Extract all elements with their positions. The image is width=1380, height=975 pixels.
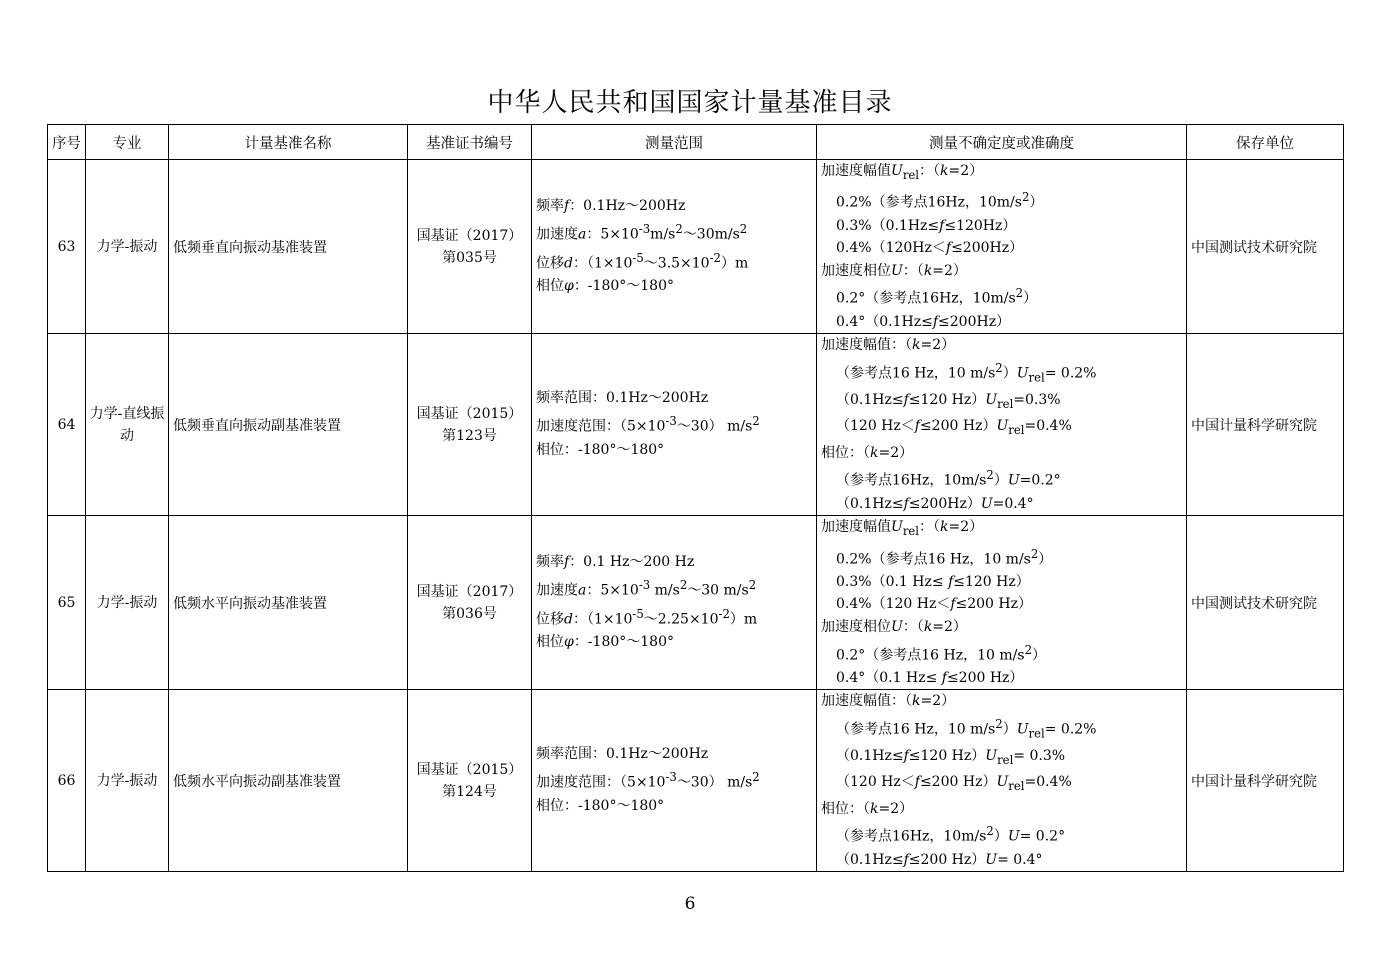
cert-line: 第124号 xyxy=(442,783,497,800)
header-cell-uncertainty: 测量不确定度或准确度 xyxy=(817,125,1187,160)
page-title: 中华人民共和国国家计量基准目录 xyxy=(487,88,893,118)
cert-line: 国基证（2015） xyxy=(416,761,523,778)
range-line: 频率范围：0.1Hz～200Hz xyxy=(536,746,709,763)
uncertainty-line: 加速度相位U：（k=2） xyxy=(821,262,967,279)
uncertainty-line: 0.4°（0.1Hz≤f≤200Hz） xyxy=(836,313,1011,330)
cell-field: 力学-振动 xyxy=(86,516,169,690)
uncertainty-line: 加速度幅值：（k=2） xyxy=(821,337,956,354)
range-line: 加速度a：$5\times 10^{-3}m/s^2\sim 30m/s^2$ xyxy=(536,221,748,243)
header-cell-range: 测量范围 xyxy=(532,125,817,160)
range-line: 位移d：$(1\times 10^{-5}\sim 2.25\times 10^{-2})m$ xyxy=(536,606,758,628)
cell-name: 低频垂直向振动基准装置 xyxy=(169,160,408,334)
range-line: 加速度范围：$(5\times 10^{-3}\sim 30)$ $m/s^2$ xyxy=(536,770,760,792)
uncertainty-line: 相位：（k=2） xyxy=(821,800,914,817)
uncertainty-line: 0.4%（120 Hz＜f≤200 Hz） xyxy=(836,596,1033,613)
uncertainty-line: （120 Hz＜f≤200 $Hz)U_{rel}=0.4\%$ xyxy=(836,418,1072,438)
uncertainty-line: 加速度幅值$U_{rel}$：（k=2） xyxy=(821,163,984,182)
cert-line: 第036号 xyxy=(442,605,497,622)
table-row xyxy=(48,690,1344,872)
uncertainty-line: 0.2%（参考点16Hz，$10m/s^2$） xyxy=(836,190,1044,212)
uncertainty-line: （120 Hz＜f≤200 $Hz)U_{rel}=0.4\%$ xyxy=(836,774,1072,794)
page-number: 6 xyxy=(684,894,696,914)
uncertainty-line: （0.1Hz≤f≤200Hz）U=0.4° xyxy=(836,495,1034,512)
cert-line: 国基证（2015） xyxy=(416,405,523,422)
cert-line: 第123号 xyxy=(442,427,497,444)
header-cell-field: 专业 xyxy=(86,125,169,160)
range-line: 频率范围：0.1Hz～200Hz xyxy=(536,390,709,407)
range-line: 相位：-180°～180° xyxy=(536,798,665,815)
cell-unit: 中国测试技术研究院 xyxy=(1187,160,1344,334)
cert-line: 国基证（2017） xyxy=(416,227,523,244)
uncertainty-line: 加速度幅值：（k=2） xyxy=(821,693,956,710)
uncertainty-line: 0.2°（参考点16 Hz，10 $m/s^2$） xyxy=(836,642,1046,664)
cell-range xyxy=(532,690,817,872)
cell-unit: 中国计量科学研究院 xyxy=(1187,690,1344,872)
table-row xyxy=(48,334,1344,516)
cell-cert xyxy=(408,334,532,516)
cell-uncertainty xyxy=(817,516,1187,690)
cell-name: 低频水平向振动基准装置 xyxy=(169,516,408,690)
uncertainty-line: （参考点16Hz，$10m/s^2)U=0.2^\circ$ xyxy=(836,468,1061,489)
uncertainty-line: 0.3%（0.1 Hz≤ f≤120 Hz） xyxy=(836,573,1030,590)
cell-cert xyxy=(408,690,532,872)
catalog-table xyxy=(47,124,1344,872)
range-line: 频率f：0.1 Hz～200 Hz xyxy=(536,554,695,571)
cert-line: 第035号 xyxy=(442,249,497,266)
range-line: 频率f：0.1Hz～200Hz xyxy=(536,197,686,214)
range-line: 加速度a：$5\times 10^{-3}$ $m/s^2\sim 30$ $m/s^2$ xyxy=(536,578,757,599)
cell-unit: 中国计量科学研究院 xyxy=(1187,334,1344,516)
cell-name: 低频水平向振动副基准装置 xyxy=(169,690,408,872)
cell-cert xyxy=(408,160,532,334)
uncertainty-line: 相位：（k=2） xyxy=(821,444,914,461)
uncertainty-line: （0.1Hz≤f≤120 $Hz)U_{rel}=0.3\%$ xyxy=(836,391,1061,411)
uncertainty-line: （0.1Hz≤f≤200 Hz）U= 0.4° xyxy=(836,851,1043,868)
cell-range xyxy=(532,516,817,690)
cell-uncertainty xyxy=(817,334,1187,516)
cert-line: 国基证（2017） xyxy=(416,583,523,600)
cell-uncertainty xyxy=(817,690,1187,872)
cell-no: 63 xyxy=(48,160,86,334)
cell-field: 力学-振动 xyxy=(86,690,169,872)
uncertainty-line: （参考点16 Hz，10 $m/s^2)U_{rel}= 0.2\%$ xyxy=(836,716,1097,741)
cell-cert xyxy=(408,516,532,690)
cell-field: 力学-直线振动 xyxy=(86,334,169,516)
header-cell-cert: 基准证书编号 xyxy=(408,125,532,160)
header-cell-unit: 保存单位 xyxy=(1187,125,1344,160)
range-line: 加速度范围：$(5\times 10^{-3}\sim 30)$ $m/s^2$ xyxy=(536,414,760,436)
table-header-row xyxy=(48,125,1344,160)
cell-field: 力学-振动 xyxy=(86,160,169,334)
table-row xyxy=(48,516,1344,690)
cell-name: 低频垂直向振动副基准装置 xyxy=(169,334,408,516)
uncertainty-line: 0.4°（0.1 Hz≤ f≤200 Hz） xyxy=(836,669,1024,686)
table-row xyxy=(48,160,1344,334)
uncertainty-line: 0.4%（120Hz＜f≤200Hz） xyxy=(836,240,1024,257)
cell-uncertainty xyxy=(817,160,1187,334)
uncertainty-line: （参考点16Hz，$10m/s^2)U= 0.2^\circ$ xyxy=(836,824,1066,846)
uncertainty-line: 0.3%（0.1Hz≤f≤120Hz） xyxy=(836,217,1017,234)
range-line: 相位：-180°～180° xyxy=(536,442,665,459)
uncertainty-line: 加速度相位U：（k=2） xyxy=(821,618,967,635)
header-cell-no: 序号 xyxy=(48,125,86,160)
header-cell-name: 计量基准名称 xyxy=(169,125,408,160)
uncertainty-line: （0.1Hz≤f≤120 $Hz)U_{rel}= 0.3\%$ xyxy=(836,748,1066,767)
uncertainty-line: 0.2°（参考点16Hz，$10m/s^2$） xyxy=(836,286,1038,308)
uncertainty-line: （参考点16 Hz，10 $m/s^2)U_{rel}= 0.2\%$ xyxy=(836,360,1097,385)
uncertainty-line: 0.2%（参考点16 Hz，10 $m/s^2$） xyxy=(836,546,1053,568)
range-line: 相位φ：-180°～180° xyxy=(536,278,674,295)
cell-no: 65 xyxy=(48,516,86,690)
cell-no: 66 xyxy=(48,690,86,872)
range-line: 相位φ：-180°～180° xyxy=(536,634,674,651)
cell-unit: 中国测试技术研究院 xyxy=(1187,516,1344,690)
cell-range xyxy=(532,334,817,516)
uncertainty-line: 加速度幅值$U_{rel}$：（k=2） xyxy=(821,519,984,538)
cell-range xyxy=(532,160,817,334)
range-line: 位移d：$(1\times 10^{-5}\sim 3.5\times 10^{-2})m$ xyxy=(536,250,749,272)
cell-no: 64 xyxy=(48,334,86,516)
